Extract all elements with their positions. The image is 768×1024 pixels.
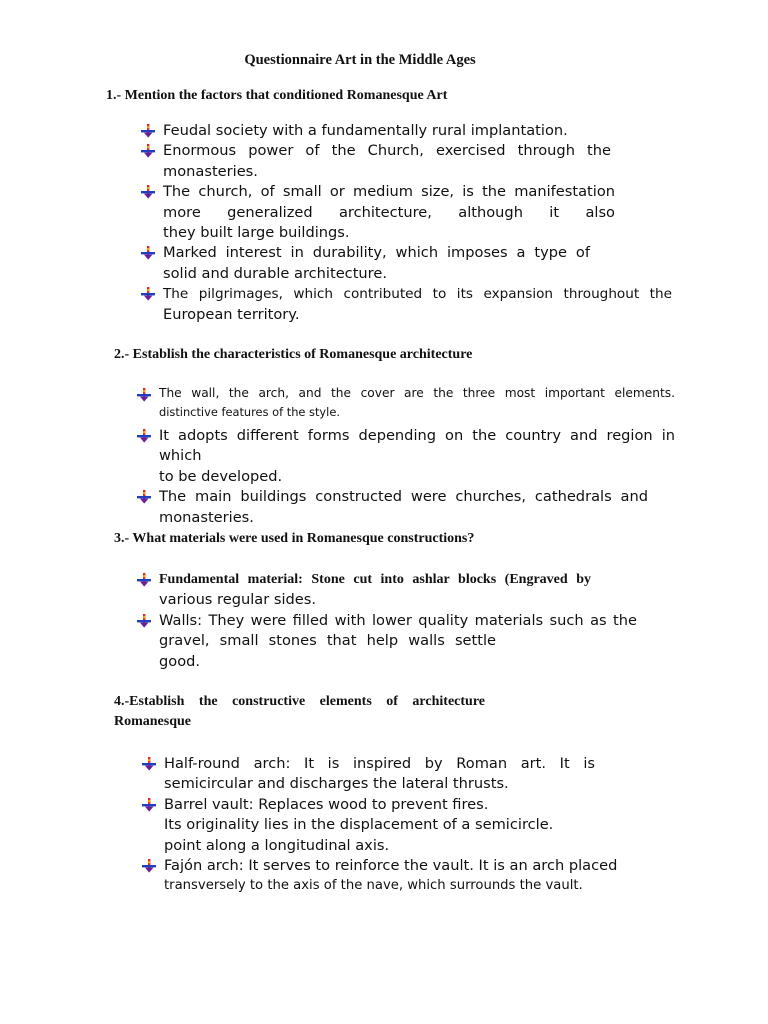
list-item — [164, 754, 595, 795]
item-text: transversely to the axis of the nave, which surrounds the vault. — [164, 878, 583, 894]
item-text: Its originality lies in the displacement of a semicircle. — [164, 816, 554, 834]
item-text: more generalized architecture, although it also — [163, 203, 615, 221]
item-text: Enormous power of the Church, exercised through the — [163, 142, 611, 160]
arrow-bullet-icon — [141, 246, 155, 260]
item-text: Marked interest in durability, which imposes a type of — [163, 244, 590, 262]
item-text: good. — [159, 652, 201, 670]
item-text: they built large buildings. — [163, 224, 350, 242]
arrow-bullet-icon — [137, 429, 151, 443]
arrow-bullet-icon — [141, 287, 155, 301]
list-item — [163, 141, 611, 182]
question-2-heading: 2.- Establish the characteristics of Romanesque architecture — [114, 347, 473, 362]
item-text: to be developed. — [159, 467, 283, 485]
list-item — [159, 487, 675, 528]
item-text: Fajón arch: It serves to reinforce the vault. It is an arch placed — [164, 857, 618, 875]
list-item — [163, 121, 611, 141]
arrow-bullet-icon — [142, 798, 156, 812]
arrow-bullet-icon — [142, 859, 156, 873]
item-text: Barrel vault: Replaces wood to prevent fires. — [164, 795, 489, 813]
arrow-bullet-icon — [137, 490, 151, 504]
list-item — [163, 284, 672, 325]
question-4-heading: 4.-Establish the constructive elements of architecture — [114, 694, 485, 709]
list-item — [159, 426, 675, 487]
item-text: The wall, the arch, and the cover are the three most important elements. — [159, 386, 675, 400]
item-text: various regular sides. — [159, 591, 317, 609]
item-text: It adopts different forms depending on the country and region in which — [159, 427, 675, 465]
document-title: Questionnaire Art in the Middle Ages — [244, 52, 476, 68]
arrow-bullet-icon — [141, 144, 155, 158]
item-text: monasteries. — [159, 508, 254, 526]
item-text: Half-round arch: It is inspired by Roman art. It is — [164, 755, 595, 772]
list-item — [163, 243, 611, 284]
arrow-bullet-icon — [137, 388, 151, 402]
question-2-list — [159, 384, 675, 528]
arrow-bullet-icon — [137, 573, 151, 587]
question-4-list — [164, 754, 618, 897]
item-text: Walls: They were filled with lower quality materials such as the — [159, 611, 637, 629]
item-text: monasteries. — [163, 162, 258, 180]
item-text: The pilgrimages, which contributed to its expansion throughout the — [163, 286, 672, 303]
question-1-list — [163, 121, 672, 325]
arrow-bullet-icon — [142, 757, 156, 771]
item-text: semicircular and discharges the lateral thrusts. — [164, 775, 509, 793]
question-4-heading-continued: Romanesque — [114, 714, 192, 729]
item-text: solid and durable architecture. — [163, 264, 387, 282]
question-3-heading: 3.- What materials were used in Romanesque constructions? — [114, 531, 475, 546]
question-3-list — [159, 570, 637, 672]
item-text: distinctive features of the style. — [159, 405, 340, 419]
list-item — [163, 182, 615, 243]
item-text: European territory. — [163, 305, 300, 323]
arrow-bullet-icon — [141, 124, 155, 138]
item-text: The church, of small or medium size, is the manifestation — [163, 183, 615, 201]
item-text: point along a longitudinal axis. — [164, 836, 390, 854]
arrow-bullet-icon — [137, 614, 151, 628]
list-item — [159, 611, 637, 672]
item-text: The main buildings constructed were churches, cathedrals and — [159, 488, 648, 506]
list-item — [164, 856, 618, 897]
item-text: Fundamental material: Stone cut into ashlar blocks (Engraved by — [159, 572, 591, 587]
item-text: Feudal society with a fundamentally rural implantation. — [163, 122, 568, 139]
list-item — [164, 795, 595, 856]
arrow-bullet-icon — [141, 185, 155, 199]
list-item — [159, 384, 675, 422]
list-item — [159, 570, 637, 611]
question-1-heading: 1.- Mention the factors that conditioned Romanesque Art — [106, 88, 448, 103]
item-text: gravel, small stones that help walls settle — [159, 632, 496, 650]
